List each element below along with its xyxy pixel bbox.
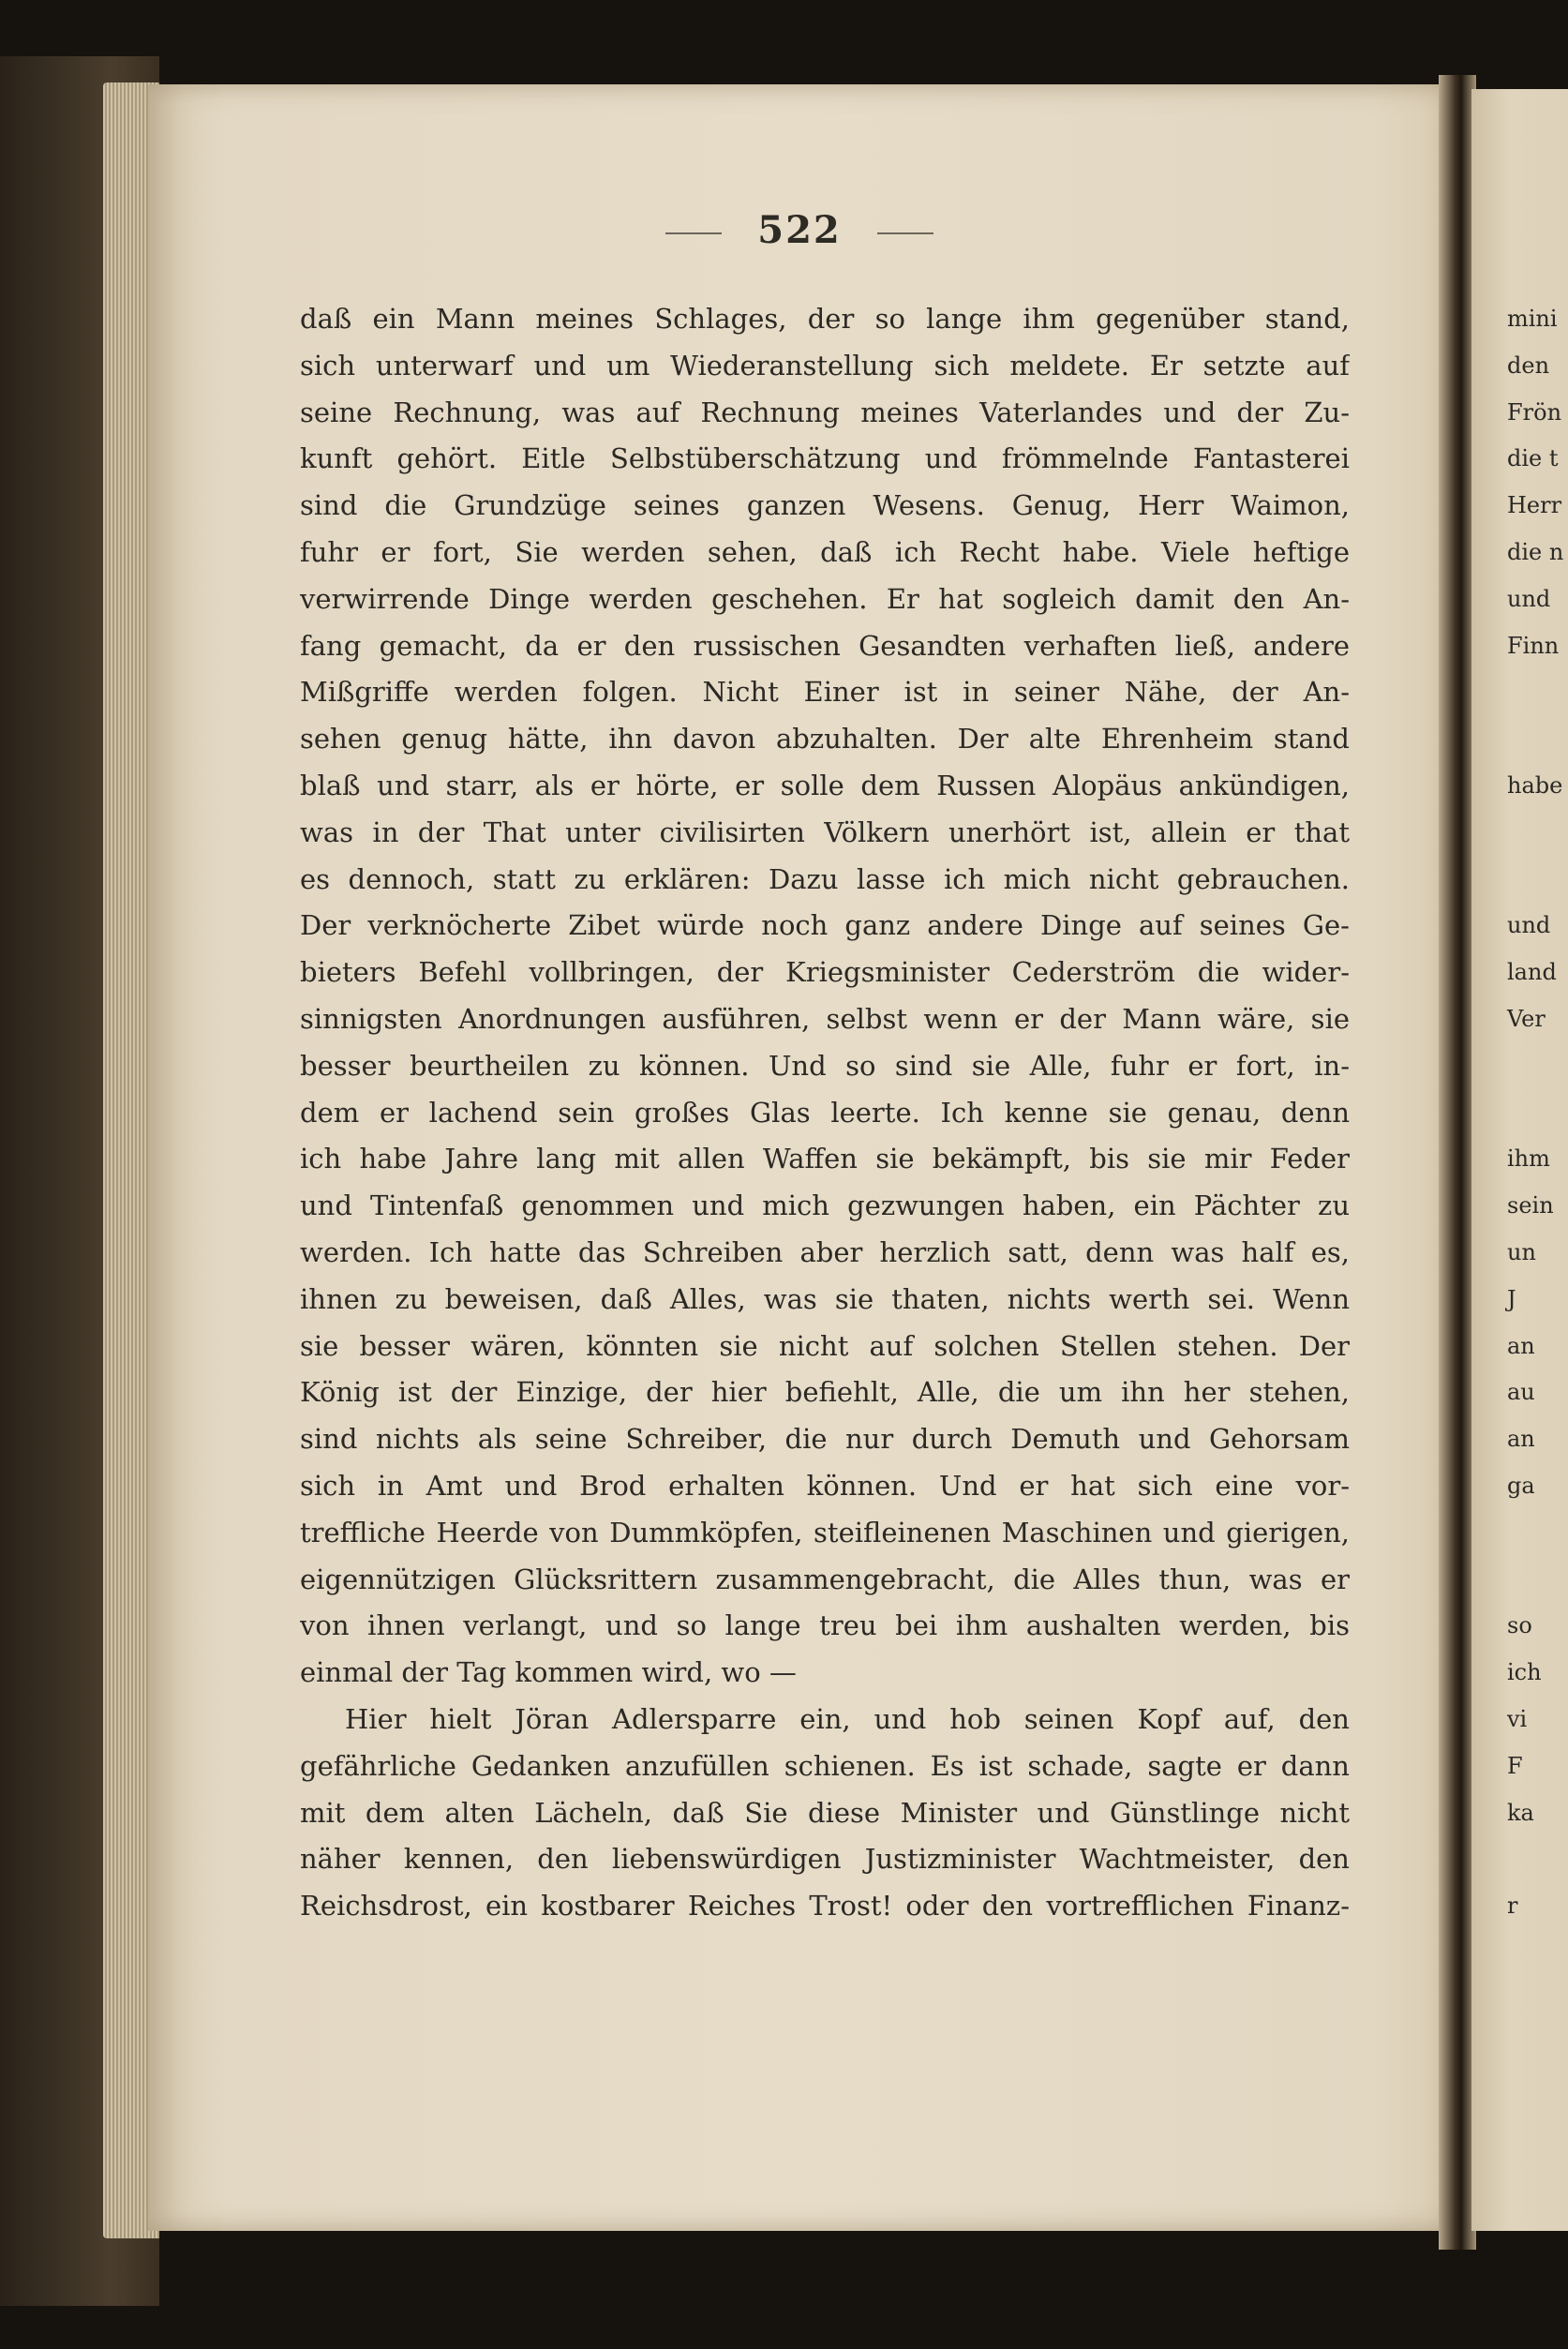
adjacent-page-fragment: land	[1507, 959, 1557, 986]
adjacent-page-fragment: den	[1507, 352, 1550, 379]
adjacent-page-fragment: Ver	[1507, 1006, 1546, 1032]
adjacent-page-fragment: ich	[1507, 1659, 1542, 1686]
text-line: sinnigsten Anordnungen ausführen, selbst wenn er der Mann wäre, sie	[300, 1002, 1350, 1035]
text-line: treffliche Heerde von Dummköpfen, steifleinenen Maschinen und gierigen,	[300, 1516, 1350, 1549]
adjacent-page-fragment: an	[1507, 1426, 1535, 1453]
page-body-text	[300, 296, 1350, 1930]
text-line: Hier hielt Jöran Adlersparre ein, und hob seinen Kopf auf, den	[345, 1702, 1350, 1735]
adjacent-page-fragment: mini	[1507, 306, 1558, 332]
header-rule-right	[877, 232, 933, 234]
text-line: gefährliche Gedanken anzufüllen schienen. Es ist schade, sagte er dann	[300, 1749, 1350, 1782]
adjacent-page-fragment: ga	[1507, 1473, 1535, 1499]
adjacent-page-fragment: so	[1507, 1612, 1532, 1639]
book-gutter	[1439, 75, 1476, 2250]
page-number: 522	[757, 208, 842, 252]
adjacent-page-fragment: habe	[1507, 772, 1563, 799]
text-line: sich unterwarf und um Wiederanstellung sich meldete. Er setzte auf	[300, 349, 1350, 382]
text-line: Der verknöcherte Zibet würde noch ganz andere Dinge auf seines Ge-	[300, 909, 1350, 942]
adjacent-page-fragment: Finn	[1507, 632, 1560, 659]
adjacent-page-fragment: vi	[1507, 1706, 1528, 1732]
adjacent-page-fragment: au	[1507, 1379, 1535, 1406]
text-line: dem er lachend sein großes Glas leerte. Ich kenne sie genau, denn	[300, 1096, 1350, 1129]
adjacent-page-fragment: un	[1507, 1239, 1536, 1265]
adjacent-page-fragment: an	[1507, 1332, 1535, 1359]
text-line: fuhr er fort, Sie werden sehen, daß ich Recht habe. Viele heftige	[300, 535, 1350, 568]
header-rule-left	[665, 232, 722, 234]
text-line: daß ein Mann meines Schlages, der so lange ihm gegenüber stand,	[300, 303, 1350, 335]
text-line: verwirrende Dinge werden geschehen. Er hat sogleich damit den An-	[300, 582, 1350, 615]
text-line: ich habe Jahre lang mit allen Waffen sie bekämpft, bis sie mir Feder	[300, 1143, 1350, 1175]
adjacent-page-fragment: ka	[1507, 1799, 1534, 1826]
text-line: sehen genug hätte, ihn davon abzuhalten. Der alte Ehrenheim stand	[300, 723, 1350, 756]
text-line: es dennoch, statt zu erklären: Dazu lasse ich mich nicht gebrauchen.	[300, 862, 1350, 895]
text-line: näher kennen, den liebenswürdigen Justizminister Wachtmeister, den	[300, 1843, 1350, 1876]
text-line: sind die Grundzüge seines ganzen Wesens. Genug, Herr Waimon,	[300, 489, 1350, 522]
text-line: eigennützigen Glücksrittern zusammengebracht, die Alles thun, was er	[300, 1563, 1350, 1595]
text-line: von ihnen verlangt, und so lange treu bei ihm aushalten werden, bis	[300, 1609, 1350, 1642]
adjacent-page-fragment: die n	[1507, 539, 1564, 565]
text-line: König ist der Einzige, der hier befiehlt, Alle, die um ihn her stehen,	[300, 1376, 1350, 1409]
text-line: besser beurtheilen zu können. Und so sind sie Alle, fuhr er fort, in-	[300, 1049, 1350, 1082]
adjacent-page-fragment: und	[1507, 585, 1551, 612]
adjacent-page-fragment: r	[1507, 1893, 1518, 1920]
text-line: seine Rechnung, was auf Rechnung meines Vaterlandes und der Zu-	[300, 396, 1350, 428]
adjacent-page-fragment: J	[1507, 1285, 1516, 1312]
text-line: bieters Befehl vollbringen, der Kriegsminister Cederström die wider-	[300, 956, 1350, 989]
page-header	[148, 208, 1451, 252]
adjacent-page-fragment: die t	[1507, 445, 1559, 472]
text-line: einmal der Tag kommen wird, wo —	[300, 1656, 797, 1689]
text-line: werden. Ich hatte das Schreiben aber herzlich satt, denn was half es,	[300, 1235, 1350, 1268]
text-line: sich in Amt und Brod erhalten können. Und er hat sich eine vor-	[300, 1469, 1350, 1502]
text-line: blaß und starr, als er hörte, er solle dem Russen Alopäus ankündigen,	[300, 769, 1350, 801]
adjacent-page-fragment: und	[1507, 912, 1551, 939]
adjacent-page-fragment: F	[1507, 1752, 1523, 1779]
adjacent-page-fragment: ihm	[1507, 1145, 1550, 1173]
adjacent-page-fragment: Herr	[1507, 492, 1562, 519]
text-line: ihnen zu beweisen, daß Alles, was sie thaten, nichts werth sei. Wenn	[300, 1282, 1350, 1315]
text-line: Reichsdrost, ein kostbarer Reiches Trost! oder den vortrefflichen Finanz-	[300, 1890, 1350, 1923]
text-line: fang gemacht, da er den russischen Gesandten verhaften ließ, andere	[300, 629, 1350, 662]
text-line: und Tintenfaß genommen und mich gezwungen haben, ein Pächter zu	[300, 1189, 1350, 1222]
text-line: was in der That unter civilisirten Völkern unerhört ist, allein er that	[300, 815, 1350, 848]
text-line: Mißgriffe werden folgen. Nicht Einer ist in seiner Nähe, der An-	[300, 676, 1350, 709]
text-line: sie besser wären, könnten sie nicht auf solchen Stellen stehen. Der	[300, 1329, 1350, 1362]
text-line: kunft gehört. Eitle Selbstüberschätzung und frömmelnde Fantasterei	[300, 442, 1350, 475]
text-line: sind nichts als seine Schreiber, die nur durch Demuth und Gehorsam	[300, 1423, 1350, 1456]
adjacent-page-fragment: Frön	[1507, 398, 1562, 426]
adjacent-page-fragment: sein	[1507, 1192, 1554, 1219]
text-line: mit dem alten Lächeln, daß Sie diese Minister und Günstlinge nicht	[300, 1796, 1350, 1829]
